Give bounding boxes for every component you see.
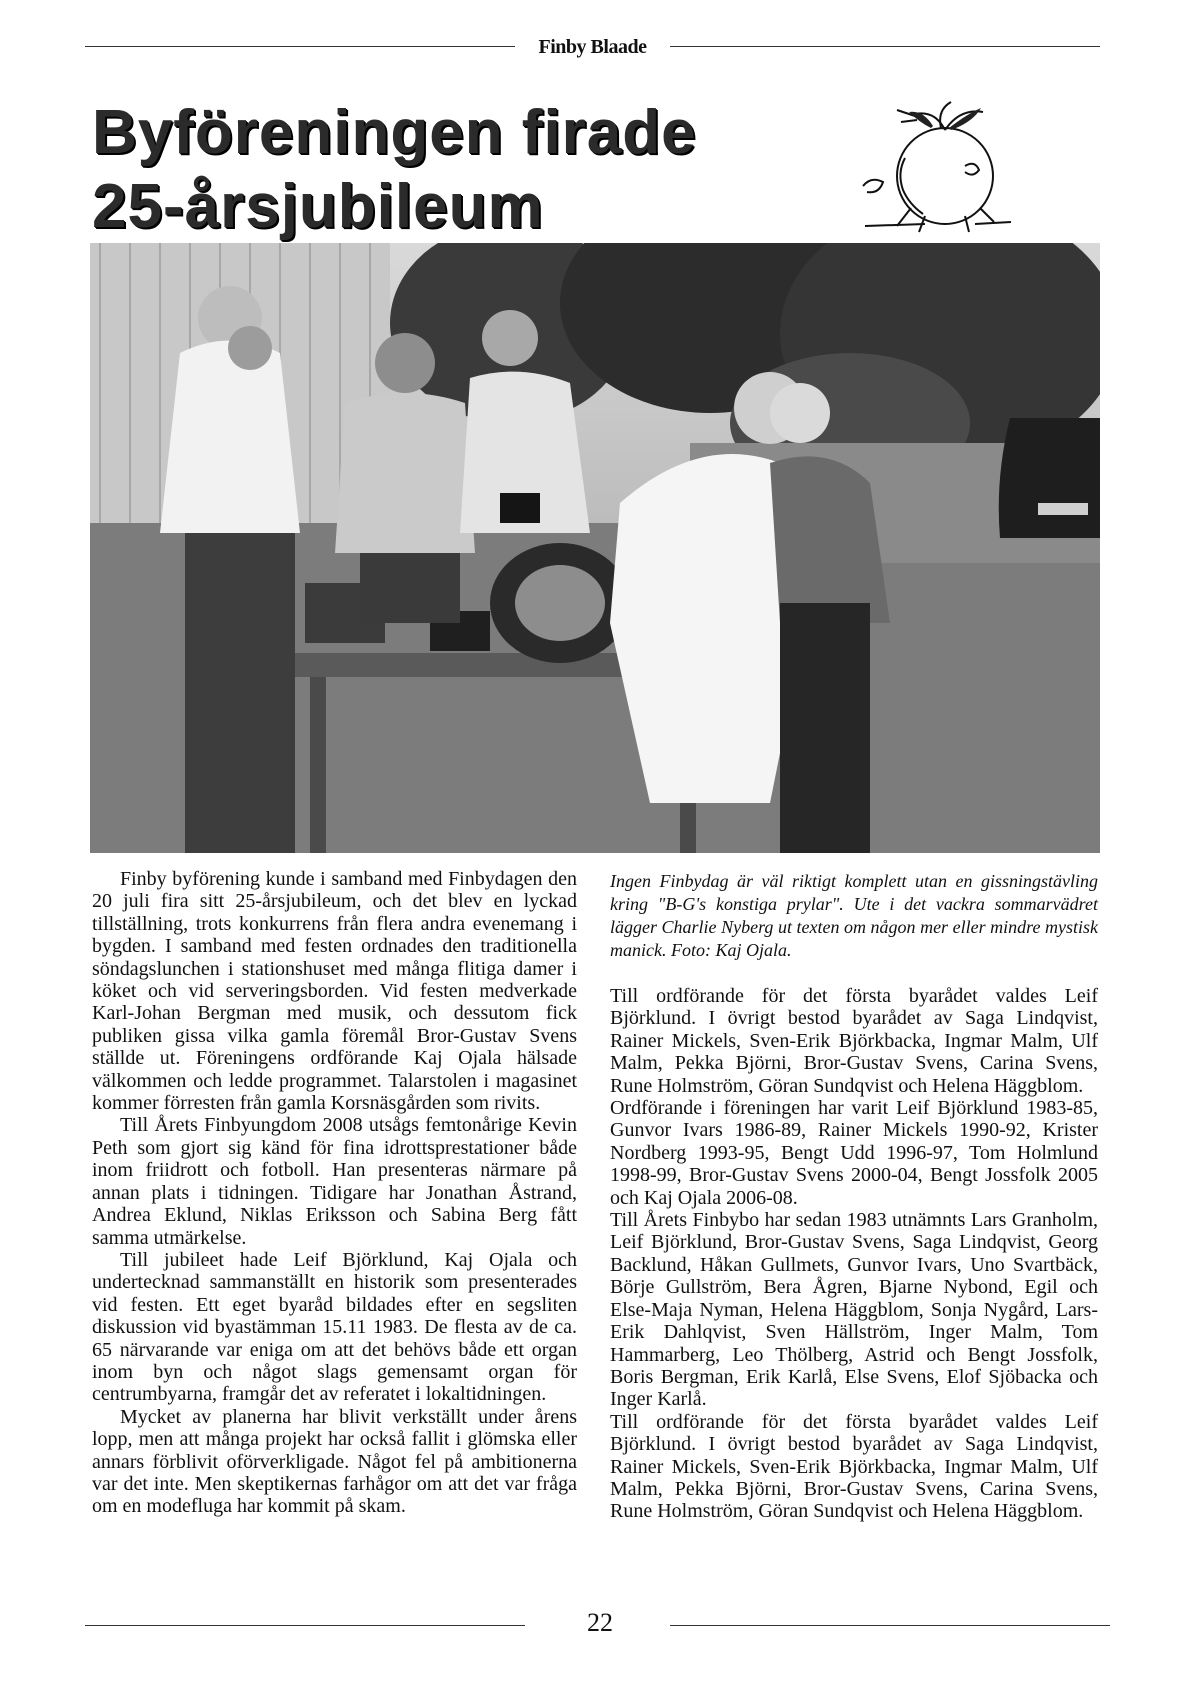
- header-rule-left: [85, 46, 515, 47]
- article-body-left: [92, 868, 577, 1518]
- paragraph: Mycket av planerna har blivit verkställt under årens lopp, men att många projekt har också fallit i glömska eller annars förblivit oförverkligade. Något fel på ambitionerna var det inte. Men skeptikernas farhågor om att det var fråga om en modefluga har kommit på skam.: [92, 1405, 577, 1518]
- masthead: Finby Blaade: [538, 36, 647, 58]
- article-photo: [90, 243, 1100, 853]
- header-rule-right: [670, 46, 1100, 47]
- paragraph: Till Årets Finbyungdom 2008 utsågs femtonårige Kevin Peth som gjort sig känd för fina idrottsprestationer både inom friidrott och fotboll. Han presenteras närmare på annan plats i tidningen. Tidigare har Jonathan Åstrand, Andrea Eklund, Niklas Eriksson och Sabina Berg fått samma utmärkelse.: [92, 1114, 577, 1249]
- article-body-right: [610, 985, 1098, 1523]
- footer-rule-left: [85, 1625, 525, 1626]
- article-headline: [92, 96, 852, 244]
- paragraph: Till jubileet hade Leif Björklund, Kaj Ojala och undertecknad sammanställt en historik som presenterades vid festen. Ett eget byaråd bildades efter en segsliten diskussion vid byastämman 15.11 1983. De flesta av de ca. 65 närvarande var eniga om att det behövs både ett organ inom byn och något slags gemensamt organ för centrumbyarna, framgår det av referatet i lokaltidningen.: [92, 1248, 577, 1406]
- page-number: 22: [587, 1608, 613, 1637]
- paragraph: Till ordförande för det första byarådet valdes Leif Björklund. I övrigt bestod byarådet av Saga Lindqvist, Rainer Mickels, Sven-Erik Björkbacka, Ingmar Malm, Ulf Malm, Pekka Björni, Bror-Gustav Svens, Carina Svens, Rune Holmström, Göran Sundqvist och Helena Häggblom.: [610, 1410, 1098, 1523]
- paragraph: Ordförande i föreningen har varit Leif Björklund 1983-85, Gunvor Ivars 1986-89, Rainer Mickels 1990-92, Krister Nordberg 1993-95, Bengt Udd 1996-97, Tom Holmlund 1998-99, Bror-Gustav Svens 2000-04, Bengt Jossfolk 2005 och Kaj Ojala 2006-08.: [610, 1097, 1098, 1209]
- footer-rule-right: [670, 1625, 1110, 1626]
- paragraph: Till ordförande för det första byarådet valdes Leif Björklund. I övrigt bestod byarådet av Saga Lindqvist, Rainer Mickels, Sven-Erik Björkbacka, Ingmar Malm, Ulf Malm, Pekka Björni, Bror-Gustav Svens, Carina Svens, Rune Holmström, Göran Sundqvist och Helena Häggblom.: [610, 985, 1098, 1097]
- headline-line-1: Byföreningen firade: [92, 98, 697, 167]
- photo-caption: Ingen Finbydag är väl riktigt komplett utan en gissningstävling kring "B-G's konstiga prylar". Ute i det vackra sommarvädret lägger Charlie Nyberg ut texten om någon mer eller mindre mystisk manick. Foto: Kaj Ojala.: [610, 871, 1098, 960]
- headline-line-2: 25-årsjubileum: [92, 172, 544, 241]
- paragraph: Finby byförening kunde i samband med Finbydagen den 20 juli fira sitt 25-årsjubileum, och det blev en lyckad tillställning, trots konkurrens från flera andra evenemang i bygden. I samband med festen ordnades den traditionella söndagslunchen i stationshuset med många flitiga damer i köket och vid serveringsborden. Vid festen medverkade Karl-Johan Bergman med musik, och dessutom fick publiken gissa vilka gamla föremål Bror-Gustav Svens ställde ut. Föreningens ordförande Kaj Ojala hälsade välkommen och ledde programmet. Talarstolen i magasinet kommer förresten från gamla Korsnäsgården som rivits.: [92, 868, 577, 1115]
- paragraph: Till Årets Finbybo har sedan 1983 utnämnts Lars Granholm, Leif Björklund, Bror-Gustav Svens, Saga Lindqvist, Georg Backlund, Håkan Gullmets, Gunvor Ivars, Uno Svartbäck, Börje Gullström, Bera Ågren, Bjarne Nybond, Egil och Else-Maja Nyman, Helena Häggblom, Sonja Nygård, Lars-Erik Dahlqvist, Sven Hällström, Inger Malm, Tom Hammarberg, Leo Thölberg, Astrid och Bengt Jossfolk, Boris Bergman, Erik Karlå, Else Svens, Elof Sjöbacka och Inger Karlå.: [610, 1209, 1098, 1411]
- village-logo-icon: [845, 98, 1020, 238]
